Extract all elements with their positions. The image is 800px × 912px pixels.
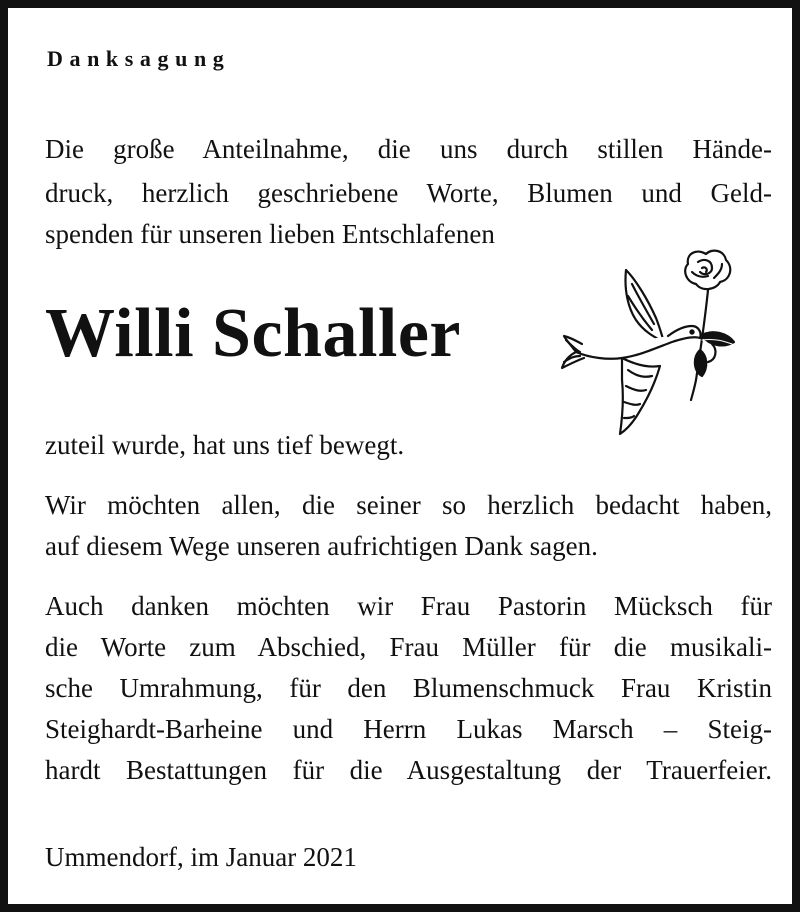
intro-line-3: spenden für unseren lieben Entschlafenen	[45, 219, 495, 249]
dove-icon	[562, 270, 712, 434]
moved-line: zuteil wurde, hat uns tief bewegt.	[45, 430, 405, 460]
intro-line-1: Die große Anteilnahme, die uns durch stillen Hände-	[45, 134, 772, 164]
notice-heading: Danksagung	[47, 46, 231, 71]
special-thanks-line-3: sche Umrahmung, für den Blumenschmuck Frau Kristin	[45, 673, 772, 703]
thanks-line-2: auf diesem Wege unseren aufrichtigen Dank sagen.	[45, 531, 598, 561]
special-thanks-line-2: die Worte zum Abschied, Frau Müller für die musikali-	[45, 632, 772, 662]
thanks-line-1: Wir möchten allen, die seiner so herzlich bedacht haben,	[45, 490, 772, 520]
deceased-name: Willi Schaller	[45, 295, 461, 372]
special-thanks-line-5: hardt Bestattungen für die Ausgestaltung der Trauerfeier.	[45, 755, 772, 785]
special-thanks-line-4: Steighardt-Barheine und Herrn Lukas Marsch – Steig-	[45, 714, 772, 744]
intro-line-2: druck, herzlich geschriebene Worte, Blumen und Geld-	[45, 178, 772, 208]
dove-with-rose-icon	[556, 240, 756, 440]
special-thanks-line-1: Auch danken möchten wir Frau Pastorin Mücksch für	[45, 591, 772, 621]
place-date: Ummendorf, im Januar 2021	[45, 842, 357, 872]
